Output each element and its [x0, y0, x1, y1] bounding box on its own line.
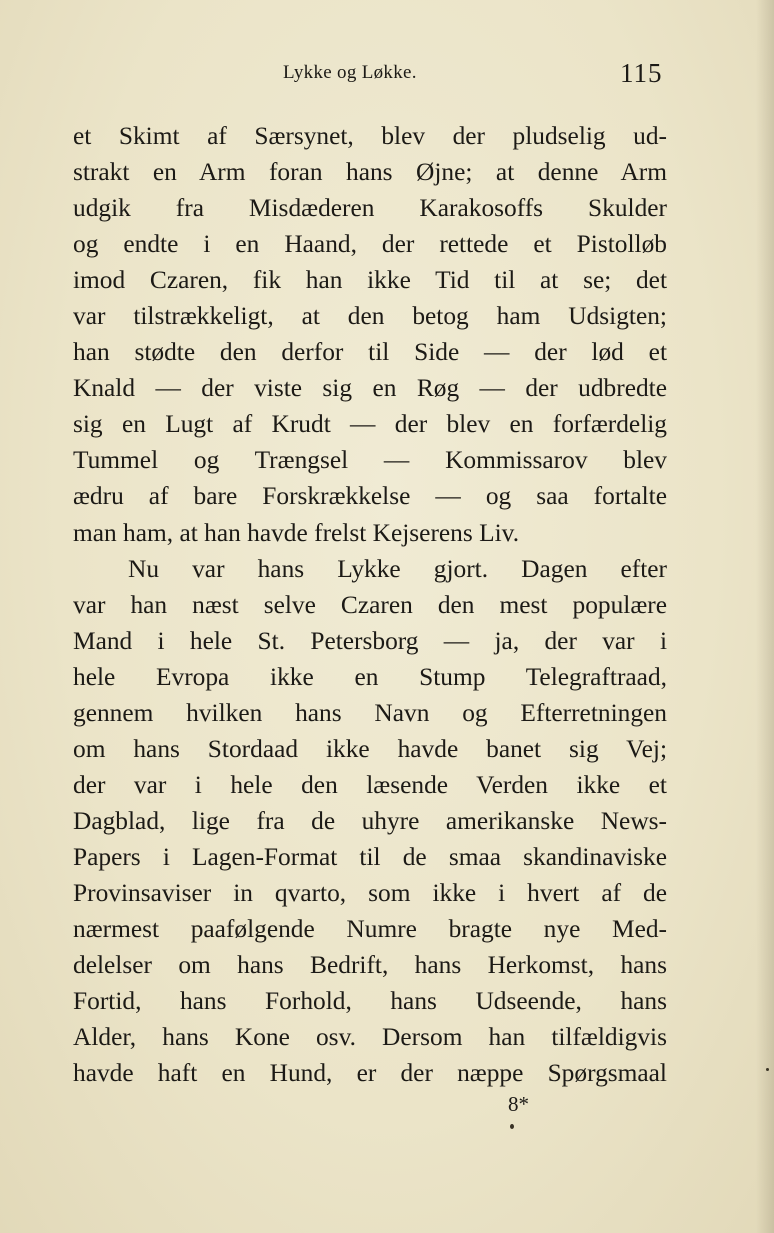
- paragraph-last-line: man ham, at han havde frelst Kejserens Liv.: [73, 518, 520, 547]
- text-line: Alder, hans Kone osv. Dersom han tilfældigvis: [73, 1023, 667, 1052]
- text-line: var han næst selve Czaren den mest populære: [73, 590, 667, 619]
- text-line: strakt en Arm foran hans Øjne; at denne Arm: [73, 158, 667, 187]
- text-line: sig en Lugt af Krudt — der blev en forfærdelig: [73, 410, 667, 439]
- text-line: og endte i en Haand, der rettede et Pistolløb: [73, 230, 667, 259]
- text-line: han stødte den derfor til Side — der lød et: [73, 338, 667, 367]
- text-line: der var i hele den læsende Verden ikke et: [73, 770, 667, 799]
- text-line: hele Evropa ikke en Stump Telegraftraad,: [73, 662, 667, 691]
- page-number: 115: [620, 58, 663, 88]
- body-text: [73, 118, 667, 1091]
- running-head: [0, 58, 774, 92]
- page-edge-shadow: [756, 0, 774, 1233]
- text-line: udgik fra Misdæderen Karakosoffs Skulder: [73, 194, 667, 223]
- text-line: gennem hvilken hans Navn og Efterretningen: [73, 698, 667, 727]
- text-line: Papers i Lagen-Format til de smaa skandinaviske: [73, 842, 667, 871]
- running-title: Lykke og Løkke.: [283, 62, 417, 83]
- paragraph-first-line: Nu var hans Lykke gjort. Dagen efter: [128, 554, 667, 583]
- text-line: Mand i hele St. Petersborg — ja, der var i: [73, 626, 667, 655]
- ink-speck: [766, 1068, 769, 1071]
- text-line: havde haft en Hund, er der næppe Spørgsmaal: [73, 1059, 667, 1088]
- text-line: delelser om hans Bedrift, hans Herkomst, hans: [73, 951, 667, 980]
- text-line: Fortid, hans Forhold, hans Udseende, hans: [73, 987, 667, 1016]
- signature-mark: 8*: [508, 1092, 529, 1116]
- text-line: Tummel og Trængsel — Kommissarov blev: [73, 446, 667, 475]
- ink-speck: [510, 1124, 514, 1129]
- text-line: nærmest paafølgende Numre bragte nye Med-: [73, 915, 667, 944]
- text-line: Knald — der viste sig en Røg — der udbredte: [73, 374, 667, 403]
- text-line: ædru af bare Forskrækkelse — og saa fortalte: [73, 482, 667, 511]
- text-line: var tilstrækkeligt, at den betog ham Udsigten;: [73, 302, 667, 331]
- text-line: Dagblad, lige fra de uhyre amerikanske News-: [73, 806, 667, 835]
- text-line: imod Czaren, fik han ikke Tid til at se; det: [73, 266, 667, 295]
- text-line: Provinsaviser in qvarto, som ikke i hvert af de: [73, 878, 667, 907]
- text-line: et Skimt af Særsynet, blev der pludselig ud-: [73, 122, 667, 150]
- text-line: om hans Stordaad ikke havde banet sig Vej;: [73, 734, 667, 763]
